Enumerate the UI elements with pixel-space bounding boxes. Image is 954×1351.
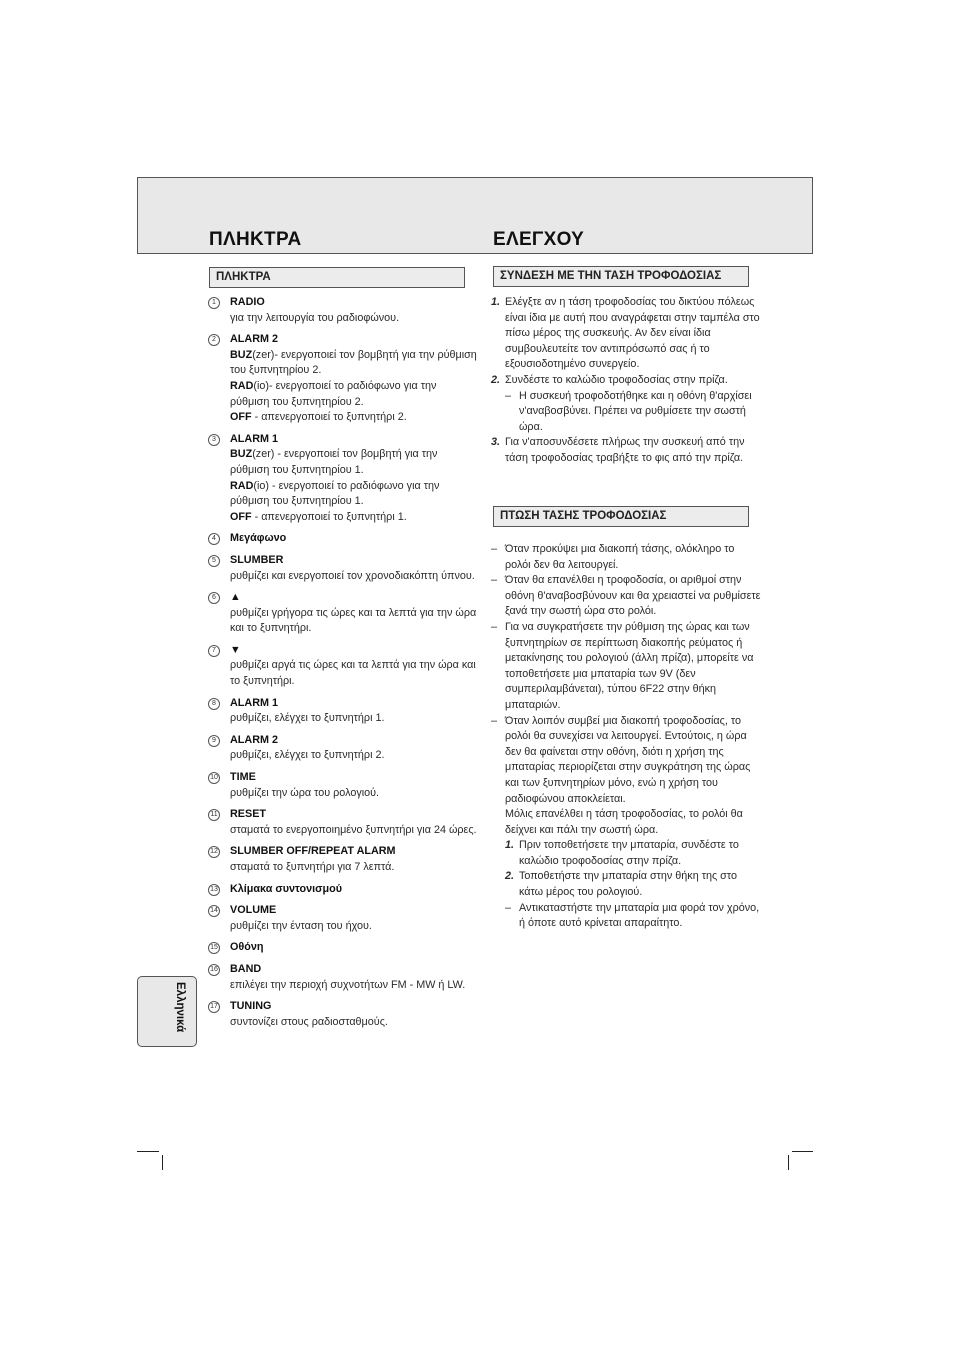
item-number: 10 — [208, 772, 220, 784]
step-2-note: – Η συσκευή τροφοδοτήθηκε και η οθόνη θ'αρχίσει ν'αναβοσβύνει. Πρέπει να ρυθμίσετε την σωστή ώρα. — [505, 389, 752, 433]
item-keyword: OFF — [230, 510, 252, 523]
control-item — [209, 295, 477, 326]
control-item — [209, 844, 477, 875]
item-keyword: BUZ — [230, 448, 253, 461]
control-item — [209, 590, 477, 637]
item-description: ρυθμίζει αργά τις ώρες και τα λεπτά για την ώρα και το ξυπνητήρι. — [230, 659, 476, 688]
page-title-left: ΠΛΗΚΤΡΑ — [209, 229, 302, 250]
control-item — [209, 553, 477, 584]
item-title: BAND — [230, 962, 262, 975]
note-2: – Όταν θα επανέλθει η τροφοδοσία, οι αριθμοί στην οθόνη θ'αναβοσβύνουν και θα χρειαστεί να ρυθμίσετε ξανά την σωστή ώρα στο ρολόι. — [491, 574, 761, 618]
battery-steps — [491, 838, 761, 932]
item-keyword-desc: (zer)- ενεργοποιεί τον βομβητή για την ρύθμιση του ξυπνητηρίου 2. — [230, 348, 477, 377]
control-item — [209, 332, 477, 426]
item-keyword-desc: - απενεργοποιεί το ξυπνητήρι 1. — [251, 510, 407, 523]
battery-step-1: 1. Πριν τοποθετήσετε την μπαταρία, συνδέστε το καλώδιο τροφοδοσίας στην πρίζα. — [505, 839, 739, 867]
item-description: ρυθμίζει, ελέγχει το ξυπνητήρι 2. — [230, 749, 385, 762]
item-title: RADIO — [230, 296, 265, 308]
item-title: Μεγάφωνο — [230, 532, 287, 545]
item-number: 11 — [208, 809, 220, 821]
item-number: 2 — [208, 334, 220, 346]
item-description — [230, 348, 477, 379]
control-item — [209, 807, 477, 838]
item-title: SLUMBER OFF/REPEAT ALARM — [230, 845, 396, 858]
note-1: – Όταν προκύψει μια διακοπή τάσης, ολόκληρο το ρολόι δεν θα λειτουργεί. — [491, 543, 735, 571]
item-description: ρυθμίζει την ώρα του ρολογιού. — [230, 786, 380, 799]
item-title: SLUMBER — [230, 553, 284, 566]
note-4: – Όταν λοιπόν συμβεί μια διακοπή τροφοδοσίας, το ρολόι θα συνεχίσει να λειτουργεί. Εντούτοις, η ώρα δεν θα φαίνεται στην οθόνη, διότι η χρήση της μπαταρίας περιορίζεται στην συγκράτηση της ώρας και των ξυπνητηρίων μόνο, ενώ η χρήση του ραδιοφώνου αποκλείεται. Μόλις επανέλθει η τάση τροφοδοσίας, το ρολόι θα δείχνει και πάλι την σωστή ώρα. — [491, 714, 751, 836]
item-title: ALARM 2 — [230, 733, 278, 746]
language-tab — [137, 976, 197, 1047]
item-description: για την λειτουργία του ραδιοφώνου. — [230, 311, 400, 324]
control-item — [209, 643, 477, 690]
item-number: 4 — [208, 533, 220, 545]
item-description: ρυθμίζει και ενεργοποιεί τον χρονοδιακόπτη ύπνου. — [230, 569, 475, 582]
item-description: συντονίζει στους ραδιοσταθμούς. — [230, 1015, 388, 1028]
controls-list — [209, 295, 477, 1036]
item-number: 8 — [208, 698, 220, 710]
item-number: 9 — [208, 735, 220, 747]
step-2: 2. Συνδέστε το καλώδιο τροφοδοσίας στην πρίζα. — [491, 373, 728, 386]
section-title-power-connection: ΣΥΝΔΕΣΗ ΜΕ ΤΗΝ ΤΑΣΗ ΤΡΟΦΟΔΟΣΙΑΣ — [493, 266, 749, 287]
crop-mark — [788, 1155, 789, 1170]
item-number: 14 — [208, 905, 220, 917]
item-number: 5 — [208, 555, 220, 567]
item-keyword: BUZ — [230, 348, 253, 361]
power-connection-text — [491, 295, 761, 467]
item-title: VOLUME — [230, 904, 277, 917]
control-item — [209, 962, 477, 993]
item-number: 17 — [208, 1001, 220, 1013]
item-description: σταματά το ενεργοποιημένο ξυπνητήρι για 24 ώρες. — [230, 823, 477, 836]
item-number: 12 — [208, 846, 220, 858]
step-1: 1. Ελέγξτε αν η τάση τροφοδοσίας του δικτύου πόλεως είναι ίδια με αυτή που αναγράφεται στην ταμπέλα στο πίσω μέρος της συσκευής. Αν δεν είναι ίδια συμβουλευτείτε τον αντιπρόσωπό σας ή το εξουσιοδοτημένο συνεργείο. — [491, 296, 760, 371]
item-number: 1 — [208, 297, 220, 309]
item-keyword: RAD — [230, 479, 254, 492]
control-item — [209, 940, 477, 956]
item-keyword-desc: (io)- ενεργοποιεί το ραδιόφωνο για την ρύθμιση του ξυπνητηρίου 2. — [230, 379, 437, 408]
control-item — [209, 696, 477, 727]
item-number: 15 — [208, 942, 220, 954]
item-number: 6 — [208, 592, 220, 604]
item-title: TUNING — [230, 1000, 272, 1013]
item-number: 16 — [208, 964, 220, 976]
item-description — [230, 479, 477, 510]
crop-mark — [137, 1151, 159, 1152]
item-keyword-desc: (zer) - ενεργοποιεί τον βομβητή για την ρύθμιση του ξυπνητηρίου 1. — [230, 448, 438, 476]
crop-mark — [792, 1151, 813, 1152]
item-description: ρυθμίζει, ελέγχει το ξυπνητήρι 1. — [230, 712, 385, 725]
control-item — [209, 432, 477, 526]
control-item — [209, 999, 477, 1030]
item-keyword: RAD — [230, 379, 254, 392]
battery-step-2: 2. Τοποθετήστε την μπαταρία στην θήκη της στο κάτω μέρος του ρολογιού. — [505, 870, 737, 899]
item-description — [230, 510, 477, 526]
crop-mark — [162, 1155, 163, 1170]
note-3: – Για να συγκρατήσετε την ρύθμιση της ώρας και των ξυπνητηρίων σε περίπτωση διακοπής ρεύματος ή μετακίνησης του ρολογιού (άλλη πρίζα), μπορείτε να τοποθετήσετε μια μπαταρία των 9V (δεν συμπεριλαμβάνεται), τύπου 6F22 στην θήκη μπαταριών. — [491, 620, 754, 711]
section-title-keys: ΠΛΗΚΤΡΑ — [209, 267, 465, 288]
item-title: ALARM 1 — [230, 432, 278, 445]
item-description: σταματά το ξυπνητήρι για 7 λεπτά. — [230, 861, 395, 873]
control-item — [209, 903, 477, 934]
item-keyword-desc: (io) - ενεργοποιεί το ραδιόφωνο για την ρύθμιση του ξυπνητηρίου 1. — [230, 479, 440, 508]
item-keyword-desc: - απενεργοποιεί το ξυπνητήρι 2. — [251, 411, 407, 424]
item-number: 13 — [208, 884, 220, 896]
item-title: RESET — [230, 808, 266, 821]
page-title-right: ΕΛΕΓΧΟΥ — [493, 229, 585, 250]
item-keyword: OFF — [230, 411, 252, 424]
section-title-power-failure: ΠΤΩΣΗ ΤΑΣΗΣ ΤΡΟΦΟΔΟΣΙΑΣ — [493, 506, 749, 527]
item-title: ▼ — [230, 643, 241, 656]
item-title: Οθόνη — [230, 941, 264, 954]
item-number: 7 — [208, 645, 220, 657]
control-item — [209, 770, 477, 801]
item-description: επιλέγει την περιοχή συχνοτήτων FM - MW ή LW. — [230, 978, 466, 991]
item-title: ALARM 2 — [230, 333, 278, 346]
item-title: TIME — [230, 771, 256, 784]
item-description: ρυθμίζει γρήγορα τις ώρες και τα λεπτά για την ώρα και το ξυπνητήρι. — [230, 606, 477, 635]
language-tab-label: Ελληνικά — [174, 982, 186, 1033]
item-title: ▲ — [230, 591, 241, 604]
battery-note: – Αντικαταστήστε την μπαταρία μια φορά τον χρόνο, ή όποτε αυτό κρίνεται απαραίτητο. — [505, 901, 760, 930]
control-item — [209, 733, 477, 764]
item-description — [230, 447, 477, 478]
power-failure-text — [491, 542, 761, 932]
item-title: ALARM 1 — [230, 696, 278, 709]
control-item — [209, 531, 477, 547]
item-description — [230, 379, 477, 410]
item-number: 3 — [208, 434, 220, 446]
item-description — [230, 410, 477, 426]
step-3: 3. Για ν'αποσυνδέσετε πλήρως την συσκευή από την τάση τροφοδοσίας τραβήξτε το φις από την πρίζα. — [491, 436, 745, 464]
item-title: Κλίμακα συντονισμού — [230, 882, 343, 895]
control-item — [209, 882, 477, 898]
item-description: ρυθμίζει την ένταση του ήχου. — [230, 919, 372, 932]
